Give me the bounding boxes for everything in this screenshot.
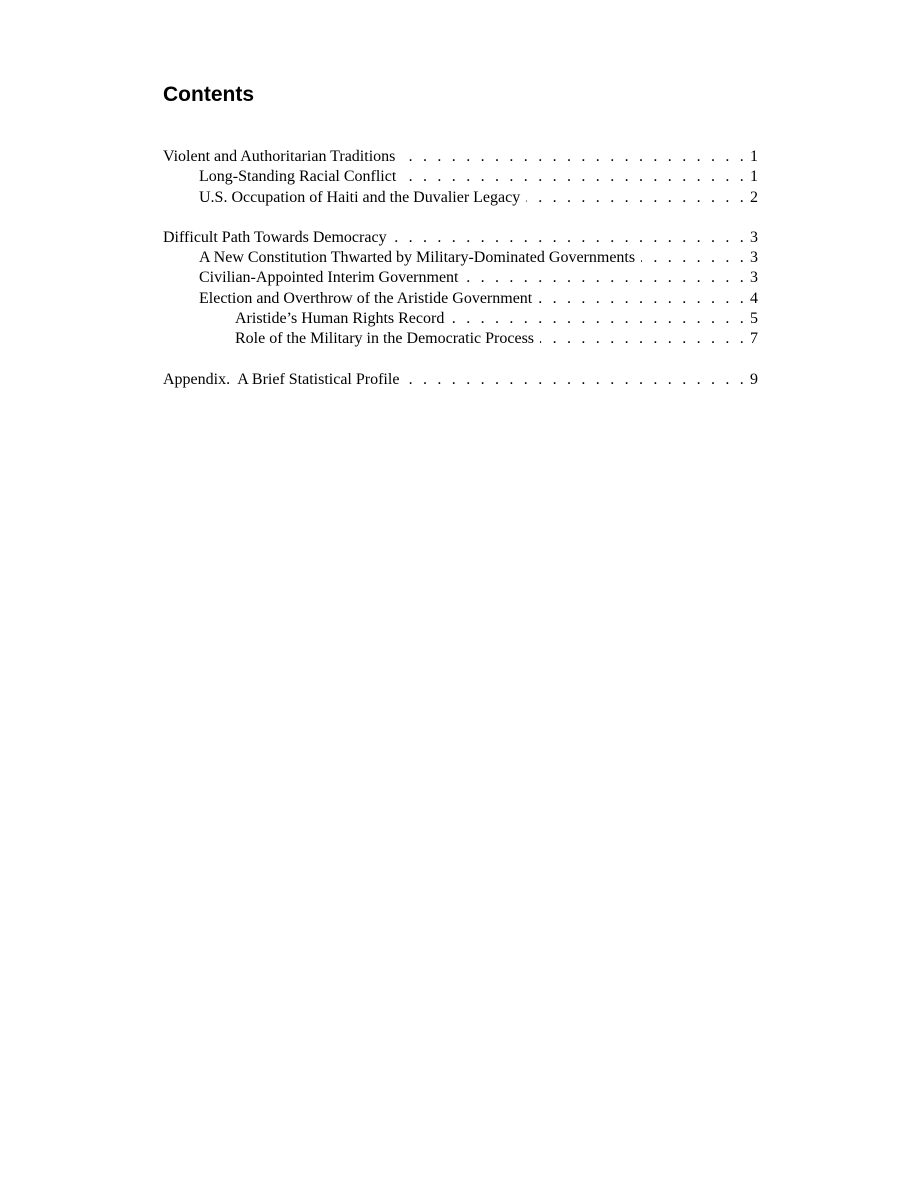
dot-leader <box>538 289 747 309</box>
toc-entry[interactable] <box>163 228 758 248</box>
dot-leader <box>526 188 747 208</box>
toc-entry-title: A New Constitution Thwarted by Military-Dominated Governments <box>199 249 636 267</box>
toc-entry[interactable] <box>163 289 758 309</box>
toc-entry-title: Aristide’s Human Rights Record <box>235 310 445 328</box>
toc-entry-page: 9 <box>750 370 758 388</box>
toc-entry[interactable] <box>163 248 758 268</box>
dot-leader <box>465 268 748 288</box>
dot-leader <box>402 167 747 187</box>
table-of-contents <box>163 147 758 410</box>
toc-entry-page: 3 <box>750 249 758 267</box>
dot-leader <box>393 228 747 248</box>
page-title: Contents <box>163 83 254 106</box>
toc-section <box>163 370 758 390</box>
toc-entry[interactable] <box>163 147 758 167</box>
toc-entry-page: 3 <box>750 269 758 287</box>
dot-leader <box>540 329 747 349</box>
toc-entry-page: 7 <box>750 330 758 348</box>
toc-entry-page: 3 <box>750 228 758 246</box>
dot-leader <box>641 248 747 268</box>
toc-entry-page: 1 <box>750 168 758 186</box>
toc-entry-page: 1 <box>750 148 758 165</box>
toc-entry-title: Long-Standing Racial Conflict <box>199 168 397 186</box>
toc-entry-title: Violent and Authoritarian Traditions <box>163 148 396 165</box>
toc-entry-title: Difficult Path Towards Democracy <box>163 228 387 246</box>
toc-entry-title: Election and Overthrow of the Aristide Government <box>199 289 533 307</box>
toc-entry-title: U.S. Occupation of Haiti and the Duvalier Legacy <box>199 188 521 206</box>
toc-entry[interactable] <box>163 309 758 329</box>
toc-entry[interactable] <box>163 329 758 349</box>
toc-entry[interactable] <box>163 370 758 390</box>
toc-section <box>163 228 758 350</box>
toc-entry[interactable] <box>163 167 758 187</box>
toc-entry-title: Appendix. A Brief Statistical Profile <box>163 370 400 388</box>
toc-entry-page: 5 <box>750 310 758 328</box>
toc-entry-title: Civilian-Appointed Interim Government <box>199 269 459 287</box>
toc-entry[interactable] <box>163 188 758 208</box>
toc-entry[interactable] <box>163 268 758 288</box>
toc-section <box>163 147 758 208</box>
toc-entry-page: 4 <box>750 289 758 307</box>
toc-entry-page: 2 <box>750 188 758 206</box>
dot-leader <box>405 370 747 390</box>
toc-entry-title: Role of the Military in the Democratic Process <box>235 330 535 348</box>
dot-leader <box>401 147 747 167</box>
dot-leader <box>450 309 747 329</box>
